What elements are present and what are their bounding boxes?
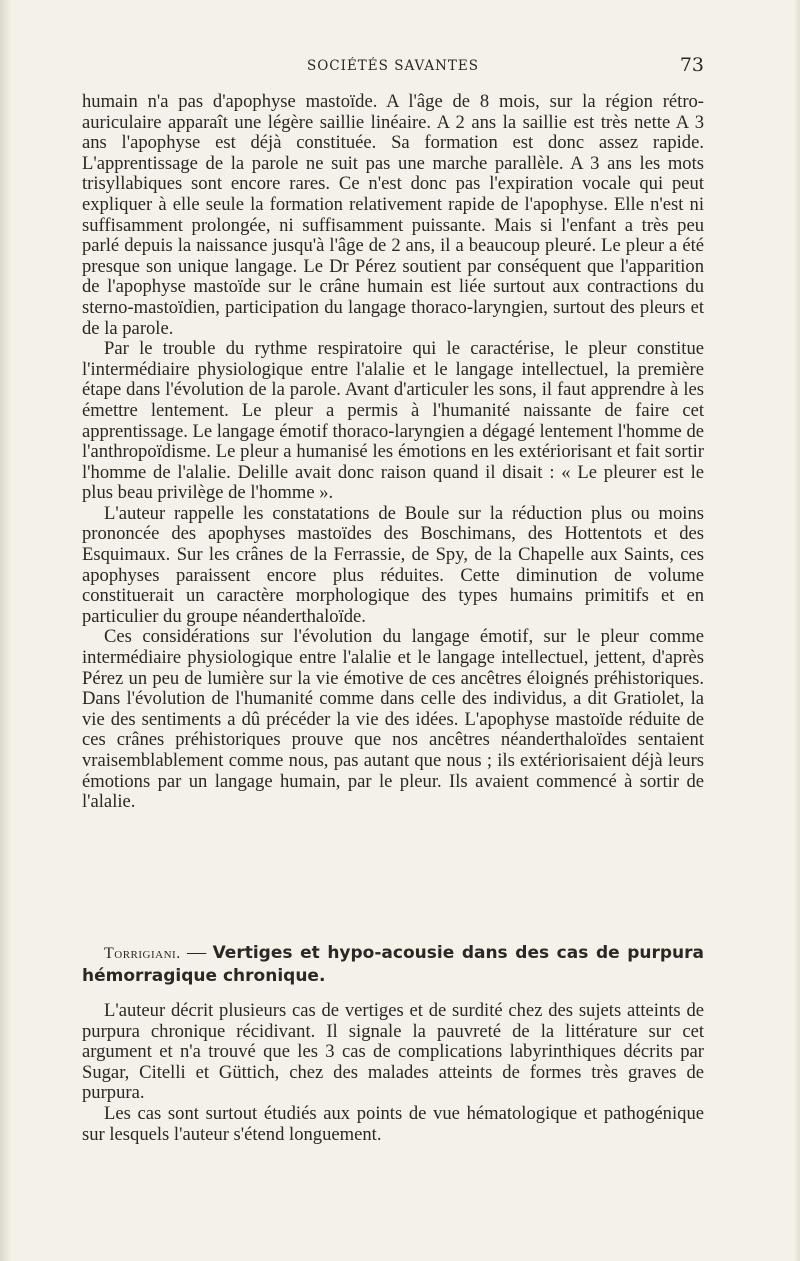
section-title: Vertiges et hypo-acousie dans des cas de purpura hémorragique chronique. — [82, 943, 705, 986]
running-head: SOCIÉTÉS SAVANTES — [306, 58, 480, 74]
paragraph-2: Par le trouble du rythme respiratoire qui le caractérise, le pleur constitue l'intermédiaire physiologique entre l'alalie et le langage intellectuel, la première étape dans l'évolution de la parole. Avant d'articuler les sons, il faut apprendre à les émettre lentement. Le pleur a permis à l'humanité naissante de faire cet apprentissage. Le langage émotif thoraco-laryngien a dégagé lentement l'homme de l'anthropoïdisme. Le pleur a humanisé les émotions en les extériorisant et fait sortir l'homme de l'alalie. Delille avait donc raison quand il disait : « Le pleurer est le plus beau privilège de l'homme ». — [82, 338, 704, 504]
section-heading — [82, 942, 704, 987]
section-paragraph-2: Les cas sont surtout étudiés aux points de vue hématologique et pathogénique sur lesquels l'auteur s'étend longuement. — [82, 1102, 704, 1145]
section-author: Torrigiani. — [104, 945, 181, 962]
heading-dash: — — [180, 942, 213, 963]
page-edge-right — [794, 0, 800, 1261]
page-number: 73 — [679, 54, 704, 76]
abstract-section — [82, 942, 704, 1145]
paragraph-3: L'auteur rappelle les constatations de Boule sur la réduction plus ou moins prononcée des apophyses mastoïdes des Boschimans, des Hottentots et des Esquimaux. Sur les crânes de la Ferrassie, de Spy, de la Chapelle aux Saints, ces apophyses paraissent encore plus réduites. Cette diminution de volume constituerait un caractère morphologique des types humains primitifs et en particulier du groupe néanderthaloïde. — [82, 502, 704, 627]
page-edge-shadow — [0, 0, 12, 1261]
page-header — [82, 52, 704, 82]
paragraph-1: humain n'a pas d'apophyse mastoïde. A l'âge de 8 mois, sur la région rétro-auriculaire apparaît une légère saillie linéaire. A 2 ans la saillie est très nette A 3 ans l'apophyse est déjà constituée. Sa formation est donc assez rapide. L'apprentissage de la parole ne suit pas une marche parallèle. A 3 ans les mots trisyllabiques sont encore rares. Ce n'est donc pas l'expiration vocale qui peut expliquer à elle seule la formation relativement rapide de l'apophyse. Elle n'est ni suffisamment prolongée, ni suffisamment puissante. Mais si l'enfant a très peu parlé depuis la naissance jusqu'à l'âge de 2 ans, il a beaucoup pleuré. Le pleur a été presque son unique langage. Le Dr Pérez soutient par conséquent que l'apparition de l'apophyse mastoïde sur le crâne humain est liée surtout aux contractions du sterno-mastoïdien, participation du langage thoraco-laryngien, surtout des pleurs et de la parole. — [82, 91, 704, 339]
section-paragraph-1: L'auteur décrit plusieurs cas de vertiges et de surdité chez des sujets atteints de purpura chronique récidivant. Il signale la pauvreté de la littérature sur cet argument et n'a trouvé que les 3 cas de complications labyrinthiques décrits par Sugar, Citelli et Güttich, chez des malades atteints de formes très graves de purpura. — [82, 1000, 704, 1104]
paragraph-4: Ces considérations sur l'évolution du langage émotif, sur le pleur comme intermédiaire physiologique entre l'alalie et le langage intellectuel, jettent, d'après Pérez un peu de lumière sur la vie émotive de ces ancêtres éloignés préhistoriques. Dans l'évolution de l'humanité comme dans celle des individus, a dit Gratiolet, la vie des sentiments a dû précéder la vie des idées. L'apophyse mastoïde réduite de ces crânes préhistoriques prouve que nos ancêtres néanderthaloïdes sentaient vraisemblablement comme nous, pas autant que nous ; ils extériorisaient déjà leurs émotions par un langage humain, par le pleur. Ils avaient commencé à sortir de l'alalie. — [82, 626, 704, 813]
article-body — [82, 92, 704, 813]
